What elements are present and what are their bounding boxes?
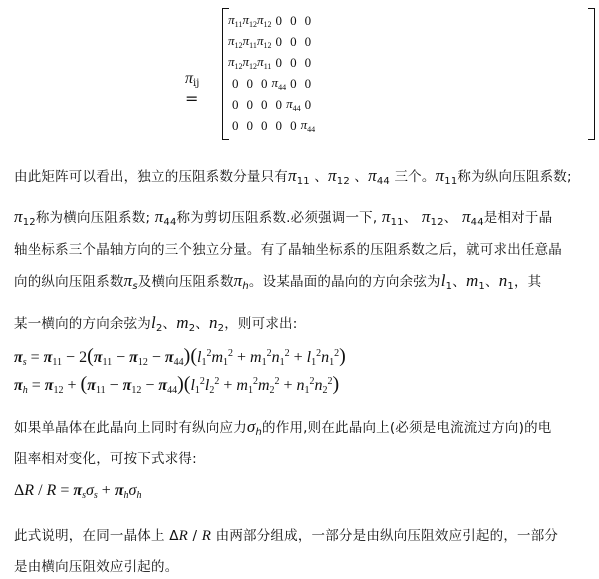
matrix-cell: 0 — [290, 12, 297, 28]
matrix-cell: 0 — [261, 96, 268, 112]
matrix-cell: $\pi_{44}$ — [286, 96, 301, 113]
matrix-cell: $\pi_{12}$ — [257, 12, 272, 29]
matrix-row — [228, 115, 315, 136]
matrix-cell: 0 — [304, 96, 312, 112]
para1-line5: 某一横向的方向余弦为$l_2$、$m_2$、$n_2$，则可求出: — [14, 313, 298, 334]
matrix-cell: 0 — [275, 33, 283, 49]
matrix-cell: 0 — [275, 54, 283, 70]
para1-line4: 向的纵向压阻系数$\pi_s$及横向压阻系数$\pi_h$。设某晶面的晶向的方向余弦为$l_1$、$m_1$、$n_1$，其 — [14, 271, 542, 292]
matrix-cell: $\pi_{12}$ — [242, 54, 258, 71]
para2-line2: 阻率相对变化，可按下式求得: — [14, 451, 197, 467]
matrix-cell: $\pi_{12}$ — [242, 12, 258, 29]
matrix-cell: $\pi_{44}$ — [271, 75, 287, 92]
matrix-cell: 0 — [304, 75, 312, 91]
matrix-cell: 0 — [261, 117, 268, 133]
para1-line3: 轴坐标系三个晶轴方向的三个独立分量。有了晶轴坐标系的压阻系数之后，就可求出任意晶 — [14, 242, 562, 258]
matrix-cell: 0 — [232, 75, 239, 91]
matrix-body — [228, 10, 315, 136]
matrix-cell: $\pi_{11}$ — [257, 54, 272, 71]
matrix-cell: 0 — [246, 96, 254, 112]
matrix-row — [228, 52, 315, 73]
matrix-cell: $\pi_{12}$ — [228, 54, 243, 71]
matrix-row — [228, 73, 315, 94]
matrix-cell: 0 — [275, 96, 283, 112]
matrix-cell: 0 — [290, 117, 297, 133]
matrix-row — [228, 31, 315, 52]
matrix-cell: $\pi_{12}$ — [257, 33, 272, 50]
matrix-cell: 0 — [232, 117, 239, 133]
para1-line2: $\pi_{12}$称为横向压阻系数; $\pi_{44}$称为剪切压阻系数.必须强调一下, $\pi_{11}$、 $\pi_{12}$、 $\pi_{44}$是相对于晶 — [14, 207, 553, 228]
matrix-right-bracket — [588, 8, 595, 140]
matrix-cell: 0 — [261, 75, 268, 91]
equation-pi-h: $\pi_h = \pi_{12} + (\pi_{11} - \pi_{12} - \pi_{44})(l_1^2l_2^2 + m_1^2m_2^2 + n_1^2n_2^2)$ — [14, 373, 340, 396]
matrix-cell: $\pi_{11}$ — [242, 33, 257, 50]
matrix-cell: 0 — [290, 54, 297, 70]
matrix-cell: 0 — [232, 96, 239, 112]
matrix-cell: 0 — [290, 75, 297, 91]
matrix-cell: $\pi_{12}$ — [228, 33, 243, 50]
equation-pi-s: $\pi_s = \pi_{11} - 2(\pi_{11} - \pi_{12} - \pi_{44})(l_1^2m_1^2 + m_1^2n_1^2 + l_1^2n_1^2)$ — [14, 345, 346, 368]
matrix-cell: 0 — [275, 117, 283, 133]
equation-delta-r: $\Delta R / R = \pi_s\sigma_s + \pi_h\sigma_h$ — [14, 482, 142, 501]
para2-line1: 如果单晶体在此晶向上同时有纵向应力$\sigma_h$的作用,则在此晶向上(必须是电流流过方向)的电 — [14, 417, 552, 438]
matrix-cell: 0 — [304, 33, 312, 49]
matrix-cell: $\pi_{11}$ — [228, 12, 243, 29]
matrix-cell: 0 — [246, 117, 254, 133]
para1-line1: 由此矩阵可以看出，独立的压阻系数分量只有$\pi_{11}$ 、$\pi_{12}$ 、$\pi_{44}$ 三个。$\pi_{11}$称为纵向压阻系数; — [14, 166, 572, 187]
matrix-cell: 0 — [290, 33, 297, 49]
para3-line1: 此式说明，在同一晶体上 ΔR / R 由两部分组成，一部分是由纵向压阻效应引起的，一部分 — [14, 528, 559, 544]
para3-line2: 是由横向压阻效应引起的。 — [14, 559, 179, 575]
matrix-lhs: $\pi_{ij}$ = — [185, 70, 200, 108]
matrix-cell: 0 — [275, 12, 283, 28]
matrix-cell: 0 — [246, 75, 254, 91]
matrix-row — [228, 94, 315, 115]
matrix-row — [228, 10, 315, 31]
matrix-cell: $\pi_{44}$ — [300, 117, 316, 134]
matrix-cell: 0 — [304, 54, 312, 70]
matrix-cell: 0 — [304, 12, 312, 28]
